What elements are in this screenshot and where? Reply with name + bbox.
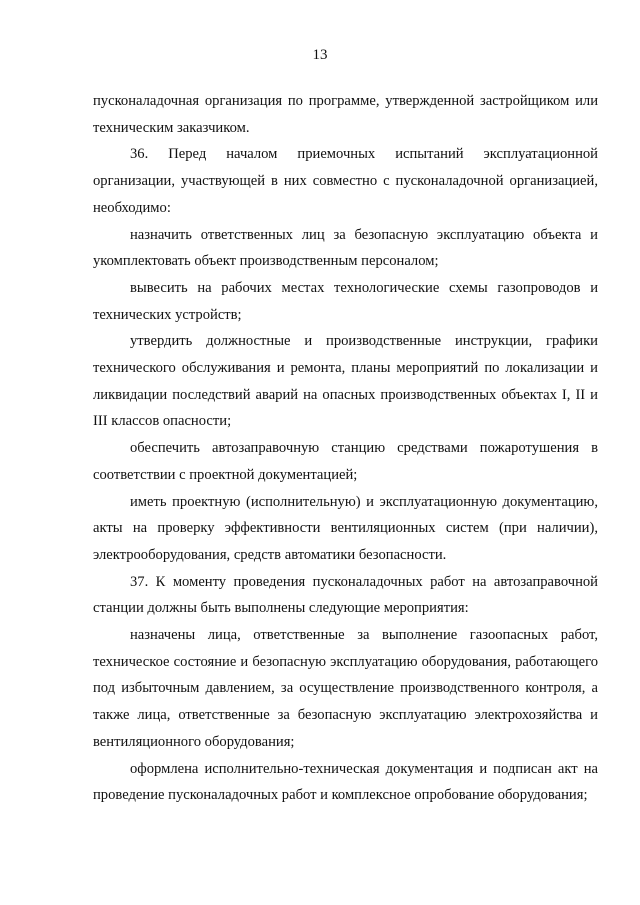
paragraph-continuation: пусконаладочная организация по программе, утвержденной застройщиком или техническим заказчиком. bbox=[93, 93, 598, 136]
paragraph-documentation: иметь проектную (исполнительную) и эксплуатационную документацию, акты на проверку эффективности вентиляционных систем (при наличии), электрооборудования, средств автоматики безопасности. bbox=[93, 493, 598, 563]
paragraph-executive-documentation: оформлена исполнительно-техническая документация и подписан акт на проведение пусконаладочных работ и комплексное опробование оборудования; bbox=[93, 760, 598, 804]
page-number: 13 bbox=[312, 47, 328, 63]
paragraph-appointed-persons: назначены лица, ответственные за выполнение газоопасных работ, техническое состояние и безопасную эксплуатацию оборудования, работающего под избыточным давлением, за осуществление производственного контроля, а также лица, ответственные за безопасную эксплуатацию электрохозяйства и вентиляционного оборудования; bbox=[93, 627, 598, 750]
paragraph-assign-responsible: назначить ответственных лиц за безопасную эксплуатацию объекта и укомплектовать объект производственным персоналом; bbox=[93, 226, 598, 270]
paragraph-item-37: 37. К моменту проведения пусконаладочных работ на автозаправочной станции должны быть выполнены следующие мероприятия: bbox=[93, 573, 598, 617]
paragraph-approve-instructions: утвердить должностные и производственные инструкции, графики технического обслуживания и ремонта, планы мероприятий по локализации и ликвидации последствий аварий на опасных производственных объектах I, II и III классов опасности; bbox=[93, 333, 598, 430]
paragraph-item-36: 36. Перед началом приемочных испытаний эксплуатационной организации, участвующей в них совместно с пусконаладочной организацией, необходимо: bbox=[93, 146, 598, 216]
document-body bbox=[93, 88, 598, 809]
paragraph-post-schemes: вывесить на рабочих местах технологические схемы газопроводов и технических устройств; bbox=[93, 279, 598, 323]
paragraph-fire-equipment: обеспечить автозаправочную станцию средствами пожаротушения в соответствии с проектной документацией; bbox=[93, 440, 598, 483]
